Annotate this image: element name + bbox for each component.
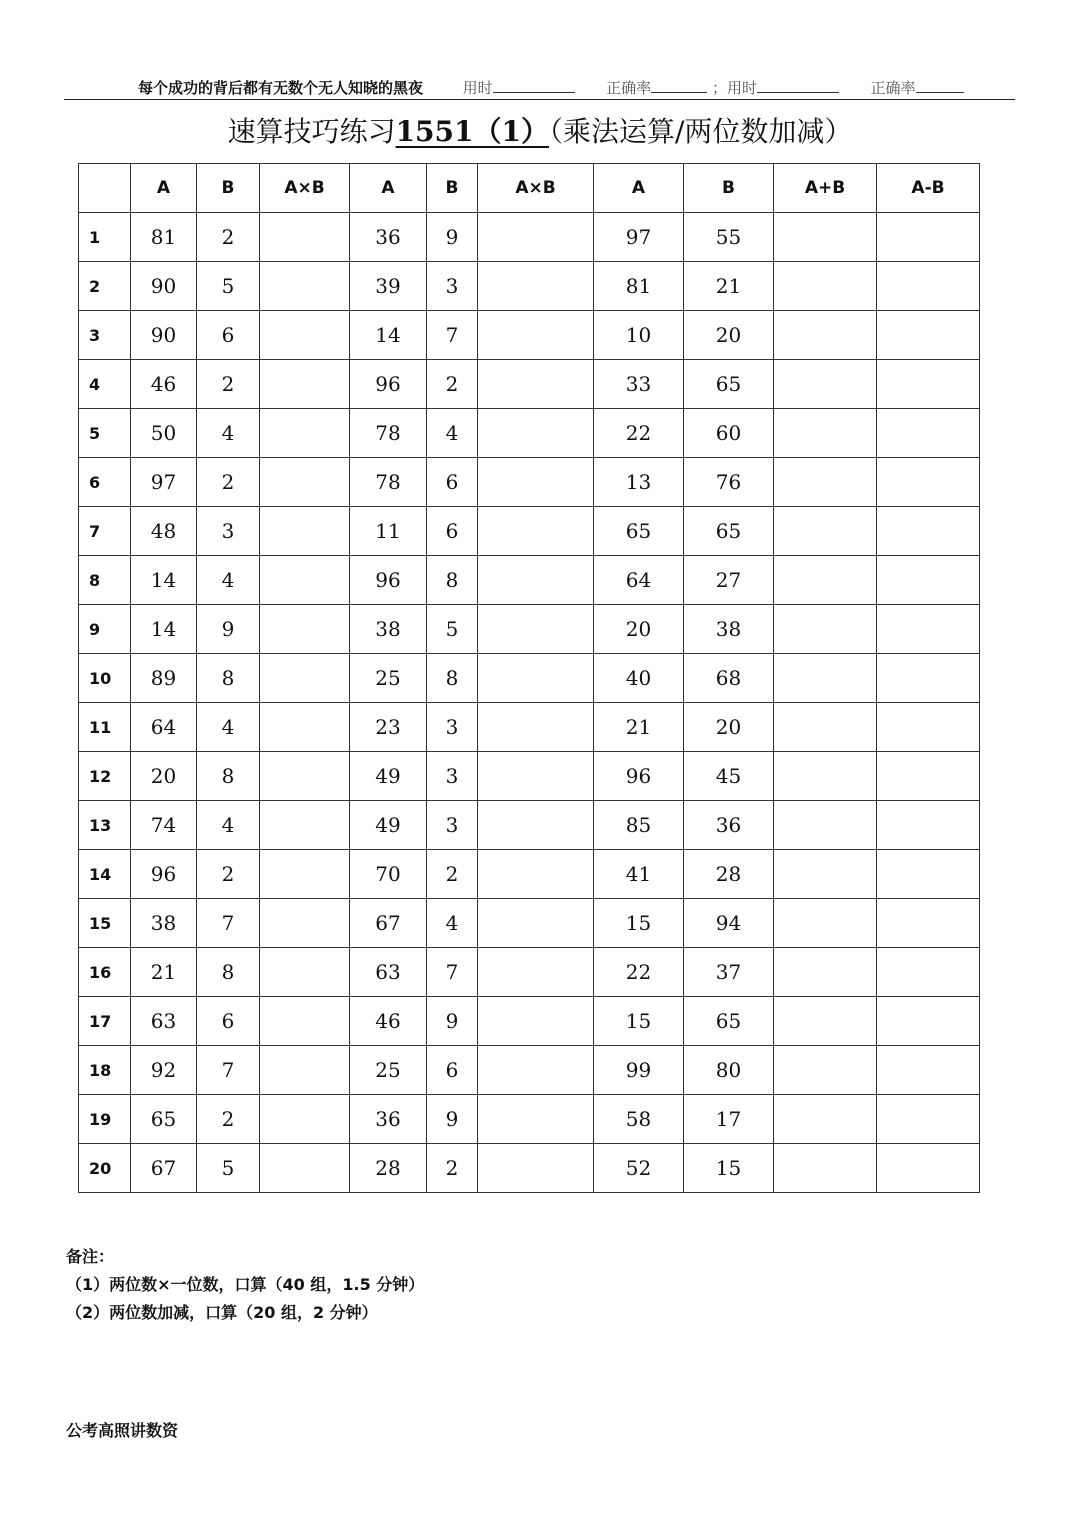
answer-cell[interactable] (877, 1046, 980, 1095)
answer-cell[interactable] (877, 850, 980, 899)
operand-cell: 55 (684, 213, 774, 262)
row-number: 18 (79, 1046, 131, 1095)
operand-cell: 67 (350, 899, 427, 948)
table-row (79, 703, 980, 752)
operand-cell: 13 (594, 458, 684, 507)
answer-cell[interactable] (478, 850, 594, 899)
column-header: A×B (260, 164, 350, 213)
operand-cell: 10 (594, 311, 684, 360)
operand-cell: 78 (350, 409, 427, 458)
operand-cell: 58 (594, 1095, 684, 1144)
operand-cell: 15 (594, 997, 684, 1046)
operand-cell: 6 (427, 507, 478, 556)
title-suffix: （乘法运算/两位数加减） (549, 115, 853, 148)
operand-cell: 63 (350, 948, 427, 997)
page-title (0, 110, 1080, 150)
operand-cell: 41 (594, 850, 684, 899)
operand-cell: 15 (684, 1144, 774, 1193)
time-blank-1[interactable] (493, 80, 575, 93)
motto-text: 每个成功的背后都有无数个无人知晓的黑夜 (138, 79, 424, 97)
operand-cell: 4 (427, 899, 478, 948)
operand-cell: 6 (197, 997, 260, 1046)
operand-cell: 94 (684, 899, 774, 948)
row-number: 5 (79, 409, 131, 458)
operand-cell: 96 (131, 850, 197, 899)
operand-cell: 3 (427, 262, 478, 311)
answer-cell[interactable] (774, 654, 877, 703)
column-header: A×B (478, 164, 594, 213)
table-row (79, 556, 980, 605)
operand-cell: 6 (427, 1046, 478, 1095)
row-number: 10 (79, 654, 131, 703)
table-row (79, 1144, 980, 1193)
answer-cell[interactable] (260, 556, 350, 605)
operand-cell: 60 (684, 409, 774, 458)
operand-cell: 6 (197, 311, 260, 360)
operand-cell: 3 (427, 703, 478, 752)
answer-cell[interactable] (260, 850, 350, 899)
row-number: 9 (79, 605, 131, 654)
answer-cell[interactable] (877, 752, 980, 801)
row-number: 13 (79, 801, 131, 850)
operand-cell: 25 (350, 654, 427, 703)
table-row (79, 262, 980, 311)
answer-cell[interactable] (260, 605, 350, 654)
operand-cell: 48 (131, 507, 197, 556)
operand-cell: 36 (350, 213, 427, 262)
answer-cell[interactable] (774, 311, 877, 360)
operand-cell: 7 (197, 1046, 260, 1095)
operand-cell: 27 (684, 556, 774, 605)
answer-cell[interactable] (478, 948, 594, 997)
operand-cell: 89 (131, 654, 197, 703)
table-row (79, 654, 980, 703)
answer-cell[interactable] (260, 752, 350, 801)
notes-heading: 备注： (66, 1247, 115, 1266)
row-number: 6 (79, 458, 131, 507)
operand-cell: 9 (427, 997, 478, 1046)
row-number: 4 (79, 360, 131, 409)
operand-cell: 7 (427, 948, 478, 997)
answer-cell[interactable] (478, 801, 594, 850)
answer-cell[interactable] (877, 556, 980, 605)
row-number: 7 (79, 507, 131, 556)
operand-cell: 3 (197, 507, 260, 556)
answer-cell[interactable] (774, 1095, 877, 1144)
answer-cell[interactable] (260, 703, 350, 752)
operand-cell: 8 (427, 654, 478, 703)
operand-cell: 7 (197, 899, 260, 948)
column-header: B (427, 164, 478, 213)
answer-cell[interactable] (877, 948, 980, 997)
operand-cell: 96 (350, 360, 427, 409)
answer-cell[interactable] (877, 899, 980, 948)
operand-cell: 5 (197, 1144, 260, 1193)
operand-cell: 81 (594, 262, 684, 311)
answer-cell[interactable] (774, 801, 877, 850)
answer-cell[interactable] (478, 1046, 594, 1095)
operand-cell: 14 (131, 556, 197, 605)
row-number: 1 (79, 213, 131, 262)
time-label-1: 用时 (462, 79, 493, 97)
accuracy-label-1: 正确率 (606, 79, 652, 97)
operand-cell: 38 (684, 605, 774, 654)
operand-cell: 8 (197, 948, 260, 997)
operand-cell: 78 (350, 458, 427, 507)
accuracy-label-2: 正确率 (870, 79, 916, 97)
answer-cell[interactable] (478, 556, 594, 605)
answer-cell[interactable] (877, 654, 980, 703)
notes-line-2: （2）两位数加减，口算（20 组，2 分钟） (66, 1303, 378, 1322)
operand-cell: 65 (684, 997, 774, 1046)
accuracy-blank-1[interactable] (651, 80, 707, 93)
answer-cell[interactable] (877, 703, 980, 752)
operand-cell: 85 (594, 801, 684, 850)
operand-cell: 8 (427, 556, 478, 605)
operand-cell: 65 (594, 507, 684, 556)
page-header (138, 77, 964, 98)
operand-cell: 46 (350, 997, 427, 1046)
operand-cell: 76 (684, 458, 774, 507)
notes-line-1: （1）两位数×一位数，口算（40 组，1.5 分钟） (66, 1275, 425, 1294)
answer-cell[interactable] (478, 899, 594, 948)
operand-cell: 38 (131, 899, 197, 948)
operand-cell: 38 (350, 605, 427, 654)
answer-cell[interactable] (877, 1095, 980, 1144)
operand-cell: 20 (684, 703, 774, 752)
answer-cell[interactable] (478, 1144, 594, 1193)
operand-cell: 64 (131, 703, 197, 752)
table-row (79, 899, 980, 948)
operand-cell: 36 (684, 801, 774, 850)
operand-cell: 4 (197, 556, 260, 605)
answer-cell[interactable] (260, 213, 350, 262)
operand-cell: 4 (197, 801, 260, 850)
table-row (79, 997, 980, 1046)
answer-cell[interactable] (260, 1046, 350, 1095)
answer-cell[interactable] (260, 360, 350, 409)
row-number: 17 (79, 997, 131, 1046)
operand-cell: 64 (594, 556, 684, 605)
operand-cell: 11 (350, 507, 427, 556)
operand-cell: 14 (350, 311, 427, 360)
operand-cell: 20 (131, 752, 197, 801)
operand-cell: 99 (594, 1046, 684, 1095)
table-row (79, 458, 980, 507)
row-number: 8 (79, 556, 131, 605)
answer-cell[interactable] (260, 458, 350, 507)
answer-cell[interactable] (774, 605, 877, 654)
operand-cell: 3 (427, 801, 478, 850)
operand-cell: 2 (197, 1095, 260, 1144)
row-number: 12 (79, 752, 131, 801)
answer-cell[interactable] (774, 262, 877, 311)
row-number: 14 (79, 850, 131, 899)
footer-text: 公考高照讲数资 (66, 1421, 179, 1440)
operand-cell: 28 (350, 1144, 427, 1193)
operand-cell: 17 (684, 1095, 774, 1144)
operand-cell: 6 (427, 458, 478, 507)
table-body (79, 213, 980, 1193)
column-header: B (684, 164, 774, 213)
time-blank-2[interactable] (757, 80, 839, 93)
time-label-2: 用时 (726, 79, 757, 97)
answer-cell[interactable] (774, 899, 877, 948)
operand-cell: 4 (427, 409, 478, 458)
operand-cell: 65 (684, 507, 774, 556)
accuracy-blank-2[interactable] (916, 80, 964, 93)
row-number: 11 (79, 703, 131, 752)
answer-cell[interactable] (260, 311, 350, 360)
answer-cell[interactable] (260, 997, 350, 1046)
answer-cell[interactable] (260, 948, 350, 997)
answer-cell[interactable] (260, 507, 350, 556)
operand-cell: 14 (131, 605, 197, 654)
answer-cell[interactable] (774, 850, 877, 899)
answer-cell[interactable] (260, 1144, 350, 1193)
operand-cell: 9 (427, 213, 478, 262)
operand-cell: 63 (131, 997, 197, 1046)
header-divider (64, 99, 1015, 100)
operand-cell: 33 (594, 360, 684, 409)
answer-cell[interactable] (774, 458, 877, 507)
operand-cell: 21 (131, 948, 197, 997)
table-header-row (79, 164, 980, 213)
answer-cell[interactable] (877, 311, 980, 360)
operand-cell: 65 (684, 360, 774, 409)
practice-table (78, 163, 980, 1193)
operand-cell: 67 (131, 1144, 197, 1193)
operand-cell: 70 (350, 850, 427, 899)
answer-cell[interactable] (478, 458, 594, 507)
column-header (79, 164, 131, 213)
operand-cell: 8 (197, 752, 260, 801)
operand-cell: 22 (594, 948, 684, 997)
answer-cell[interactable] (478, 1095, 594, 1144)
operand-cell: 4 (197, 409, 260, 458)
answer-cell[interactable] (478, 654, 594, 703)
answer-cell[interactable] (774, 360, 877, 409)
row-number: 3 (79, 311, 131, 360)
operand-cell: 3 (427, 752, 478, 801)
operand-cell: 36 (350, 1095, 427, 1144)
operand-cell: 8 (197, 654, 260, 703)
header-separator: ； (711, 79, 727, 97)
answer-cell[interactable] (774, 1046, 877, 1095)
title-prefix: 速算技巧练习 (227, 115, 396, 148)
answer-cell[interactable] (478, 507, 594, 556)
table-row (79, 409, 980, 458)
row-number: 2 (79, 262, 131, 311)
operand-cell: 97 (131, 458, 197, 507)
operand-cell: 9 (427, 1095, 478, 1144)
operand-cell: 37 (684, 948, 774, 997)
operand-cell: 20 (684, 311, 774, 360)
answer-cell[interactable] (260, 899, 350, 948)
row-number: 20 (79, 1144, 131, 1193)
operand-cell: 7 (427, 311, 478, 360)
operand-cell: 40 (594, 654, 684, 703)
operand-cell: 39 (350, 262, 427, 311)
operand-cell: 45 (684, 752, 774, 801)
operand-cell: 2 (197, 850, 260, 899)
table-row (79, 801, 980, 850)
operand-cell: 25 (350, 1046, 427, 1095)
operand-cell: 49 (350, 801, 427, 850)
column-header: A+B (774, 164, 877, 213)
answer-cell[interactable] (877, 409, 980, 458)
answer-cell[interactable] (774, 507, 877, 556)
notes-section (66, 1243, 424, 1327)
operand-cell: 5 (427, 605, 478, 654)
operand-cell: 90 (131, 262, 197, 311)
table-row (79, 360, 980, 409)
table-row (79, 213, 980, 262)
row-number: 16 (79, 948, 131, 997)
answer-cell[interactable] (774, 1144, 877, 1193)
answer-cell[interactable] (478, 311, 594, 360)
table-row (79, 605, 980, 654)
answer-cell[interactable] (877, 507, 980, 556)
operand-cell: 2 (197, 458, 260, 507)
operand-cell: 5 (197, 262, 260, 311)
operand-cell: 49 (350, 752, 427, 801)
table-row (79, 1095, 980, 1144)
column-header: A-B (877, 164, 980, 213)
operand-cell: 23 (350, 703, 427, 752)
operand-cell: 21 (684, 262, 774, 311)
answer-cell[interactable] (774, 997, 877, 1046)
answer-cell[interactable] (478, 997, 594, 1046)
answer-cell[interactable] (774, 948, 877, 997)
answer-cell[interactable] (478, 752, 594, 801)
answer-cell[interactable] (774, 703, 877, 752)
answer-cell[interactable] (478, 262, 594, 311)
table-row (79, 507, 980, 556)
column-header: B (197, 164, 260, 213)
answer-cell[interactable] (478, 409, 594, 458)
row-number: 19 (79, 1095, 131, 1144)
answer-cell[interactable] (877, 458, 980, 507)
answer-cell[interactable] (478, 605, 594, 654)
operand-cell: 2 (427, 850, 478, 899)
answer-cell[interactable] (774, 752, 877, 801)
table-row (79, 752, 980, 801)
answer-cell[interactable] (877, 213, 980, 262)
operand-cell: 68 (684, 654, 774, 703)
operand-cell: 52 (594, 1144, 684, 1193)
answer-cell[interactable] (877, 360, 980, 409)
row-number: 15 (79, 899, 131, 948)
operand-cell: 81 (131, 213, 197, 262)
answer-cell[interactable] (877, 1144, 980, 1193)
operand-cell: 50 (131, 409, 197, 458)
title-code: 1551（1） (395, 115, 549, 148)
table-row (79, 1046, 980, 1095)
operand-cell: 22 (594, 409, 684, 458)
table-row (79, 850, 980, 899)
operand-cell: 97 (594, 213, 684, 262)
column-header: A (350, 164, 427, 213)
column-header: A (594, 164, 684, 213)
answer-cell[interactable] (774, 409, 877, 458)
table-row (79, 948, 980, 997)
operand-cell: 65 (131, 1095, 197, 1144)
operand-cell: 96 (594, 752, 684, 801)
operand-cell: 21 (594, 703, 684, 752)
operand-cell: 90 (131, 311, 197, 360)
operand-cell: 2 (427, 1144, 478, 1193)
operand-cell: 92 (131, 1046, 197, 1095)
answer-cell[interactable] (877, 605, 980, 654)
operand-cell: 28 (684, 850, 774, 899)
operand-cell: 80 (684, 1046, 774, 1095)
operand-cell: 2 (197, 360, 260, 409)
operand-cell: 74 (131, 801, 197, 850)
answer-cell[interactable] (774, 213, 877, 262)
operand-cell: 2 (197, 213, 260, 262)
answer-cell[interactable] (774, 556, 877, 605)
operand-cell: 20 (594, 605, 684, 654)
operand-cell: 15 (594, 899, 684, 948)
answer-cell[interactable] (260, 1095, 350, 1144)
operand-cell: 96 (350, 556, 427, 605)
answer-cell[interactable] (478, 213, 594, 262)
answer-cell[interactable] (478, 360, 594, 409)
answer-cell[interactable] (260, 654, 350, 703)
operand-cell: 2 (427, 360, 478, 409)
table-row (79, 311, 980, 360)
answer-cell[interactable] (260, 262, 350, 311)
answer-cell[interactable] (478, 703, 594, 752)
answer-cell[interactable] (877, 997, 980, 1046)
answer-cell[interactable] (260, 409, 350, 458)
operand-cell: 9 (197, 605, 260, 654)
answer-cell[interactable] (260, 801, 350, 850)
operand-cell: 4 (197, 703, 260, 752)
answer-cell[interactable] (877, 801, 980, 850)
answer-cell[interactable] (877, 262, 980, 311)
column-header: A (131, 164, 197, 213)
operand-cell: 46 (131, 360, 197, 409)
